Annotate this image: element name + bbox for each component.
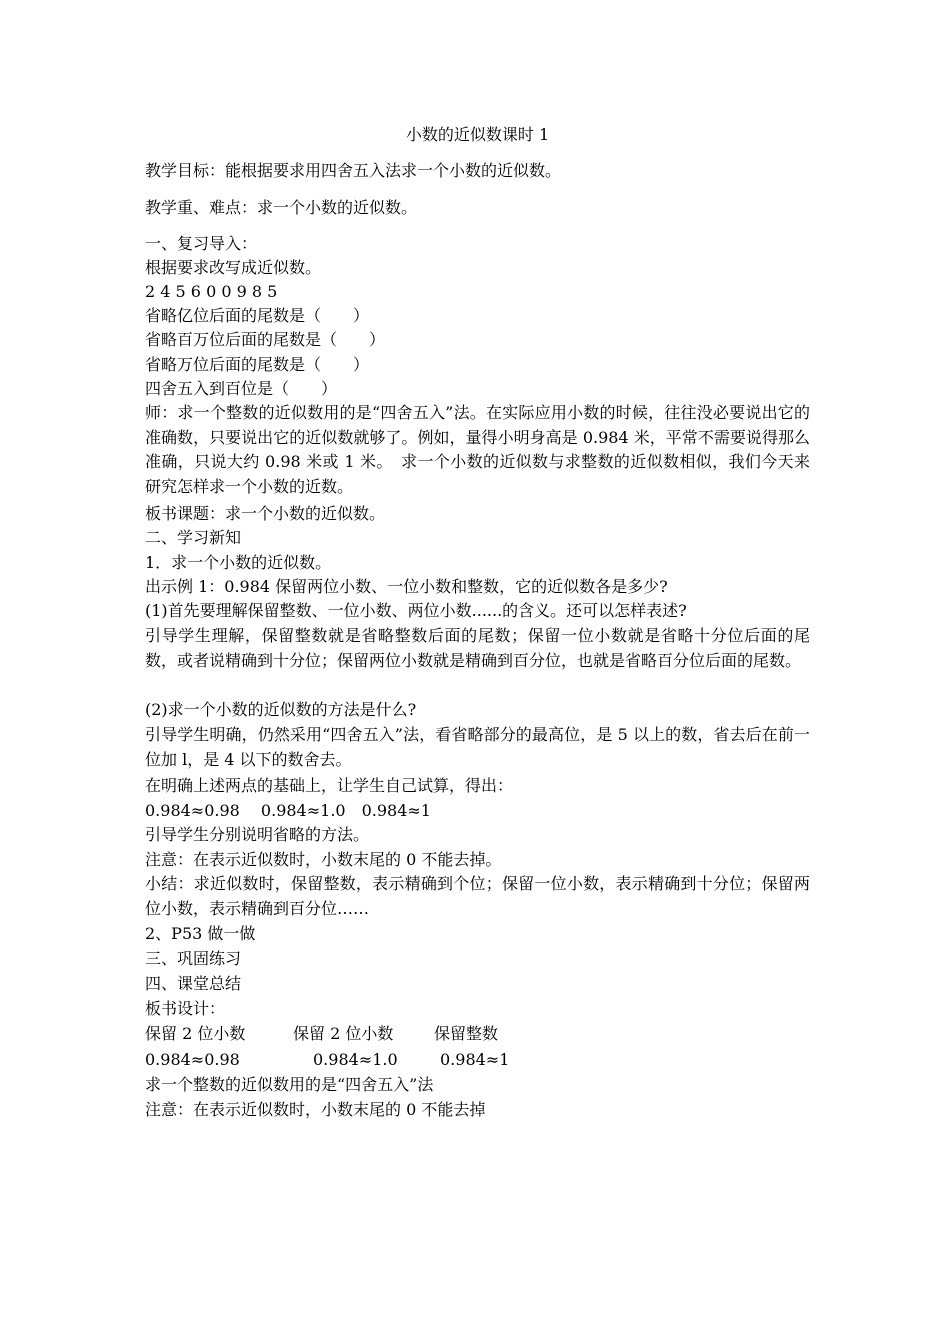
board-column-header: 保留 2 位小数 [293,1024,394,1043]
section-heading-summary: 四、课堂总结 [145,974,242,993]
question-line: (2)求一个小数的近似数的方法是什么? [145,700,417,719]
question-line: (1)首先要理解保留整数、一位小数、两位小数......的含义。还可以怎样表述? [145,601,687,620]
board-value: 0.984≈1 [440,1050,510,1069]
board-heading: 板书设计： [145,999,226,1018]
subsection-heading: 1．求一个小数的近似数。 [145,553,332,572]
text-line: 引导学生分别说明省略的方法。 [145,825,370,844]
guidance-paragraph: 引导学生明确，仍然采用“四舍五入”法，看省略部分的最高位，是 5 以上的数，省去后在前一位加 l，是 4 以下的数舍去。 [145,725,810,769]
guidance-paragraph: 引导学生理解，保留整数就是省略整数后面的尾数；保留一位小数就是省略十分位后面的尾数，或者说精确到十分位；保留两位小数就是精确到百分位，也就是省略百分位后面的尾数。 [145,626,810,670]
review-question: 四舍五入到百位是（ ） [145,379,338,398]
review-question: 省略百万位后面的尾数是（ ） [145,330,386,349]
board-note-line: 注意：在表示近似数时，小数末尾的 0 不能去掉 [145,1100,486,1119]
page-title: 小数的近似数课时 1 [405,125,550,144]
result-line: 0.984≈0.98 0.984≈1.0 0.984≈1 [145,801,431,820]
review-line: 根据要求改写成近似数。 [145,258,322,277]
summary-paragraph: 小结：求近似数时，保留整数，表示精确到个位；保留一位小数，表示精确到十分位；保留两位小数，表示精确到百分位…… [145,874,810,918]
review-question: 省略亿位后面的尾数是（ ） [145,306,370,325]
section-heading-review: 一、复习导入： [145,234,258,253]
exercise-line: 2、P53 做一做 [145,924,256,943]
key-points: 教学重、难点：求一个小数的近似数。 [145,198,418,217]
section-heading-practice: 三、巩固练习 [145,949,242,968]
board-rule-line: 求一个整数的近似数用的是“四舍五入”法 [145,1075,434,1094]
example-line: 出示例 1：0.984 保留两位小数、一位小数和整数，它的近似数各是多少? [145,577,668,596]
note-line: 注意：在表示近似数时，小数末尾的 0 不能去掉。 [145,850,502,869]
board-column-header: 保留 2 位小数 [145,1024,246,1043]
section-heading-new: 二、学习新知 [145,528,242,547]
teacher-paragraph: 师：求一个整数的近似数用的是“四舍五入”法。在实际应用小数的时候，往往没必要说出它的准确数，只要说出它的近似数就够了。例如，量得小明身高是 0.984 米，平常不需要说得那么准确，只说大约 0.98 米或 1 米。 求一个小数的近似数与求整数的近似数相似，我们今天来研究怎样求一个小数的近数。 [145,403,810,496]
review-number: 2 4 5 6 0 0 9 8 5 [145,282,278,301]
board-value: 0.984≈0.98 [145,1050,240,1069]
board-value: 0.984≈1.0 [313,1050,398,1069]
text-line: 在明确上述两点的基础上，让学生自己试算，得出： [145,776,514,795]
review-question: 省略万位后面的尾数是（ ） [145,355,370,374]
teaching-goal: 教学目标：能根据要求用四舍五入法求一个小数的近似数。 [145,161,562,180]
board-topic: 板书课题：求一个小数的近似数。 [145,504,386,523]
board-column-header: 保留整数 [434,1024,499,1043]
